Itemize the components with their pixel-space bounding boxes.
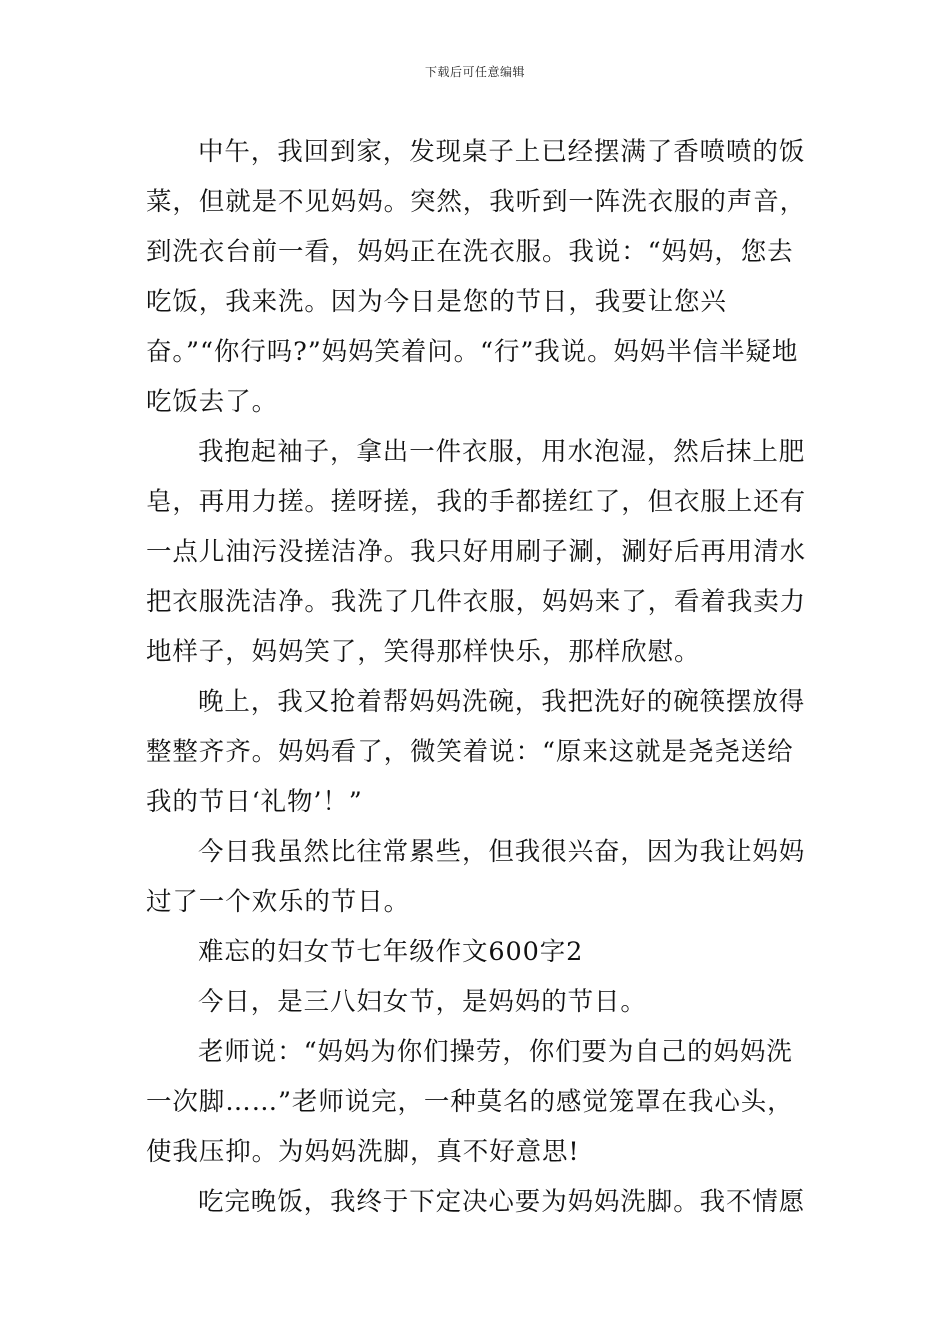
paragraph: 晚上，我又抢着帮妈妈洗碗，我把洗好的碗筷摆放得整整齐齐。妈妈看了，微笑着说：“原来这就是尧尧送给我的节日‘礼物’！” — [146, 687, 806, 817]
paragraph: 今日，是三八妇女节，是妈妈的节日。 — [198, 987, 647, 1017]
paragraph: 中午，我回到家，发现桌子上已经摆满了香喷喷的饭菜，但就是不见妈妈。突然，我听到一阵洗衣服的声音，到洗衣台前一看，妈妈正在洗衣服。我说：“妈妈，您去吃饭，我来洗。因为今日是您的节日，我要让您兴奋。”“你行吗?”妈妈笑着问。“行”我说。妈妈半信半疑地吃饭去了。 — [146, 137, 807, 417]
document-body — [146, 127, 810, 1227]
paragraph: 今日我虽然比往常累些，但我很兴奋，因为我让妈妈过了一个欢乐的节日。 — [146, 837, 806, 917]
paragraph: 老师说：“妈妈为你们操劳，你们要为自己的妈妈洗一次脚……”老师说完，一种莫名的感觉笼罩在我心头，使我压抑。为妈妈洗脚，真不好意思! — [146, 1037, 794, 1167]
paragraph: 我抱起袖子，拿出一件衣服，用水泡湿，然后抹上肥皂，再用力搓。搓呀搓，我的手都搓红了，但衣服上还有一点儿油污没搓洁净。我只好用刷子涮，涮好后再用清水把衣服洗洁净。我洗了几件衣服，妈妈来了，看着我卖力地样子，妈妈笑了，笑得那样快乐，那样欣慰。 — [146, 437, 807, 667]
page-header: 下载后可任意编辑 — [424, 65, 525, 79]
paragraph: 吃完晚饭，我终于下定决心要为妈妈洗脚。我不情愿 — [198, 1187, 806, 1217]
section-title: 难忘的妇女节七年级作文600字2 — [198, 937, 584, 967]
